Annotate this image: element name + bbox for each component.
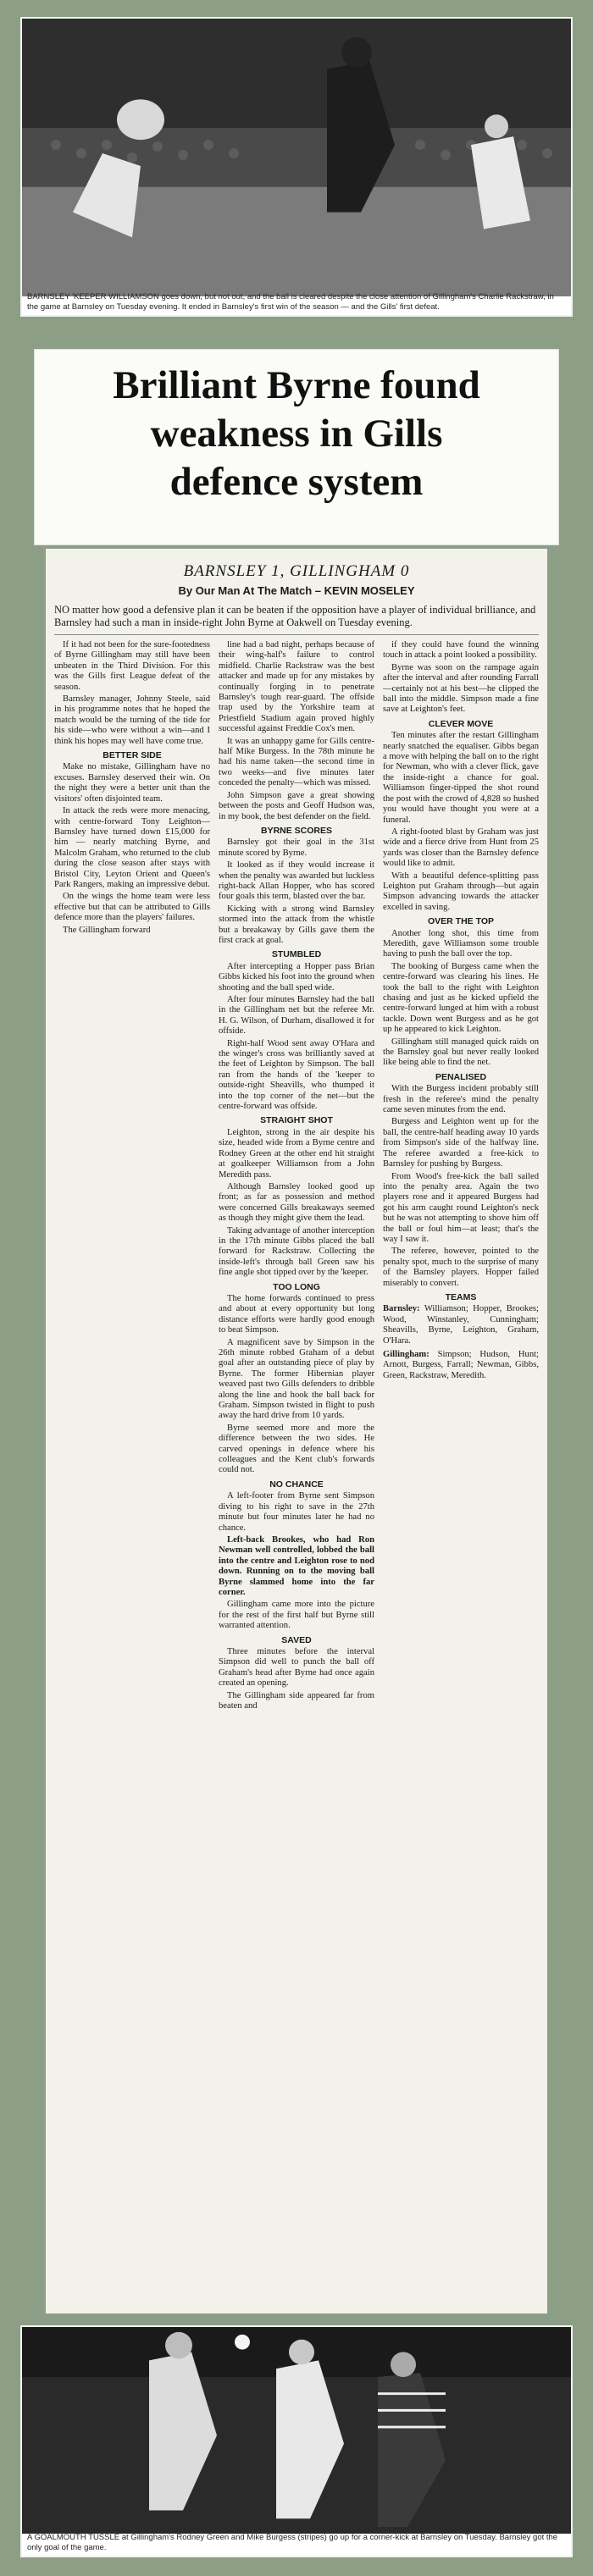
article-paragraph: Byrne seemed more and more the difference between the two sides. He carved openings in defence where his colleagues and the Kent club's forwards could not. [219, 1423, 374, 1475]
section-heading: CLEVER MOVE [428, 718, 494, 729]
section-heading: BYRNE SCORES [260, 825, 332, 836]
article-column-1 [54, 640, 210, 1713]
article-paragraph: The referee, however, pointed to the penalty spot, much to the surprise of many of the Barnsley players. Hopper failed miserably to convert. [383, 1247, 539, 1288]
article-paragraph: The Gillingham side appeared far from beaten and [219, 1690, 374, 1711]
article-paragraph: Taking advantage of another interception in the 17th minute Gibbs placed the ball forward for Rackstraw. Collecting the inside-left's through ball Green saw his fine angle shot tipped over by the 'keeper. [219, 1225, 374, 1278]
section-heading: OVER THE TOP [428, 916, 494, 927]
headline-line-3: defence system [169, 460, 424, 504]
team-name: Gillingham: [383, 1350, 430, 1359]
article-paragraph: Make no mistake, Gillingham have no excuses. Barnsley deserved their win. On the night they were a better unit than the visitors' often disjointed team. [54, 762, 210, 804]
article-paragraph: It was an unhappy game for Gills centre-half Mike Burgess. In the 78th minute he had his name taken—the second time in two weeks—and five minutes later conceded the penalty—which was missed. [219, 736, 374, 788]
article-paragraph: Another long shot, this time from Meredith, gave Williamson some trouble having to push the ball over the top. [383, 928, 539, 959]
article-paragraph: With a beautiful defence-splitting pass Leighton put Graham through—but again Simpson advancing towards the attacker excelled in saving. [383, 871, 539, 912]
section-heading: NO CHANCE [269, 1479, 324, 1490]
article-paragraph: if they could have found the winning touch in attack a point looked a possibility. [383, 640, 539, 661]
section-heading: STUMBLED [271, 949, 322, 960]
bottom-photo-caption: A GOALMOUTH TUSSLE at Gillingham's Rodney Green and Mike Burgess (stripes) go up for a corner-kick at Barnsley on Tuesday. Barnsley got the only goal of the game. [27, 2533, 558, 2552]
top-photo-image [22, 19, 571, 296]
section-heading: PENALISED [435, 1071, 487, 1082]
article-column-3 [383, 640, 539, 1713]
section-heading: STRAIGHT SHOT [260, 1115, 333, 1126]
headline-line-1: Brilliant Byrne found [113, 363, 480, 407]
section-heading: SAVED [281, 1634, 312, 1645]
article-paragraph: Ten minutes after the restart Gillingham nearly snatched the equaliser. Gibbs began a move with helping the ball on to the right for Newman, who with a clever flick, gave the inside-right a chance for goal. Williamson finger-tipped the shot round the post with the crowd of 4,828 so hushed you would have thought you were at a funeral. [383, 731, 539, 825]
article-paragraph: A magnificent save by Simpson in the 26th minute robbed Graham of a debut goal after an outstanding piece of play by Byrne. The former Hibernian player weaved past two Gills defenders to dribble along the line and hook the ball back for Graham. Simpson twisted in flight to push away the hard drive from 10 yards. [219, 1337, 374, 1421]
article [46, 549, 547, 2313]
bottom-photo-image [22, 2327, 571, 2534]
article-paragraph: From Wood's free-kick the ball sailed into the penalty area. Again the two players rose and it appeared Burgess had got his arm caught round Leighton's neck but he was not attempting to shove him off the ball or foul him—at least; that's the way I saw it. [383, 1171, 539, 1244]
article-paragraph: It looked as if they would increase it when the penalty was awarded but luckless right-back Allan Hopper, who has scored four goals this term, blasted over the bar. [219, 860, 374, 902]
article-paragraph: Three minutes before the interval Simpson did well to punch the ball off Graham's head after Byrne had once again created an opening. [219, 1646, 374, 1689]
article-paragraph: Right-half Wood sent away O'Hara and the winger's cross was brilliantly saved at the feet of Leighton by Simpson. The ball ran from the hands of the 'keeper to outside-right Sheavills, who thumped it into the top corner of the net—but the centre-forward was offside. [219, 1038, 374, 1112]
article-intro: NO matter how good a defensive plan it can be beaten if the opposition have a player of individual brilliance, and Barnsley had such a man in inside-right John Byrne at Oakwell on Tuesday evening. [54, 604, 536, 628]
article-paragraph: John Simpson gave a great showing between the posts and Geoff Hudson was, in my book, the best defender on the field. [219, 790, 374, 821]
headline [35, 362, 558, 506]
team-players: Simpson; Hudson, Hunt; Arnott, Burgess, Farrall; Newman, Gibbs, Green, Rackstraw, Meredith. [383, 1350, 539, 1380]
article-paragraph: The Gillingham forward [63, 925, 151, 935]
article-paragraph: Barnsley manager, Johnny Steele, said in his programme notes that he hoped the match would be the turning of the tide for his side—who were without a win—and I think his hopes may well have come true. [54, 694, 210, 746]
team-players: Williamson; Hopper, Brookes; Wood, Winstanley, Cunningham; Sheavills, Byrne, Leighton, Graham, O'Hara. [383, 1304, 539, 1346]
article-paragraph: line had a bad night, perhaps because of their wing-half's failure to control midfield. Charlie Rackstraw was the best attacker and made up for any mistakes by continually forging in to penetrate Barnsley's tough rear-guard. The offside trap used by the Yorkshire team at Priestfield Stadium again proved highly successful against Freddie Cox's men. [219, 640, 374, 734]
article-paragraph: Burgess and Leighton went up for the ball, the centre-half heading away 10 yards from Simpson's side of the halfway line. The referee awarded a free-kick to Barnsley for pushing by Burgess. [383, 1117, 539, 1169]
team-lineup [383, 1304, 539, 1346]
article-paragraph: Barnsley got their goal in the 31st minute scored by Byrne. [219, 837, 374, 858]
section-heading: TEAMS [445, 1291, 477, 1302]
article-paragraph: After four minutes Barnsley had the ball in the Gillingham net but the referee Mr. H. G. Wilson, of Durham, disallowed it for offside. [219, 995, 374, 1036]
top-photo-caption: BARNSLEY 'KEEPER WILLIAMSON goes down, but not out, and the ball is cleared despite the close attention of Gillingham's Charlie Rackstraw, in the game at Barnsley on Tuesday evening. It ended in Barnsley's first win of the season — and the Gills' first defeat. [27, 292, 554, 312]
article-paragraph: The home forwards continued to press and about at every opportunity but long distance efforts were hardly good enough to beat Simpson. [219, 1293, 374, 1335]
article-paragraph: Gillingham still managed quick raids on the Barnsley goal but never really looked like being able to find the net. [383, 1036, 539, 1068]
team-name: Barnsley: [383, 1304, 420, 1314]
article-paragraph: With the Burgess incident probably still fresh in the referee's mind the penalty came seven minutes from the end. [383, 1084, 539, 1115]
bottom-photo [20, 2325, 573, 2557]
article-paragraph: A left-footer from Byrne sent Simpson diving to his right to save in the 27th minute but four minutes later he had no chance. [219, 1491, 374, 1533]
article-paragraph: The booking of Burgess came when the centre-forward was clearing his lines. He took the ball to the right with Leighton chasing and just as he kicked upfield the centre-forward lunged at him with a robust tackle. Down went Burgess and as he got up he appeared to kick Leighton. [383, 961, 539, 1035]
byline: By Our Man At The Match – KEVIN MOSELEY [178, 584, 415, 597]
article-paragraph: If it had not been for the sure-footedness of Byrne Gillingham may still have been unbeaten in the Third Division. For this was the Gills first League defeat of the season. [54, 640, 210, 692]
section-heading: BETTER SIDE [103, 750, 162, 761]
article-paragraph-bold: Left-back Brookes, who had Ron Newman well controlled, lobbed the ball into the centre and Leighton rose to nod down. Running on to the moving ball Byrne slammed home into the far corner. [219, 1534, 374, 1597]
article-paragraph: Byrne was soon on the rampage again after the interval and after rounding Farrall—certainly not at his best—he clipped the ball into the middle. Simpson made a fine save at Leighton's feet. [383, 662, 539, 715]
team-lineup [383, 1350, 539, 1381]
article-paragraph: After intercepting a Hopper pass Brian Gibbs kicked his foot into the ground when shooting and the ball sped wide. [219, 961, 374, 992]
match-score: BARNSLEY 1, GILLINGHAM 0 [183, 562, 410, 580]
article-paragraph: Leighton, strong in the air despite his size, headed wide from a Byrne centre and Rodney Green at the other end hit straight at goalkeeper Williamson from a John Meredith pass. [219, 1127, 374, 1180]
article-paragraph: Gillingham came more into the picture for the rest of the first half but Byrne still warranted attention. [219, 1600, 374, 1631]
article-paragraph: On the wings the home team were less effective but that can be attributed to Gills defence more than the players' failures. [54, 892, 210, 923]
top-photo [20, 17, 573, 317]
article-columns [54, 640, 539, 1713]
article-paragraph: A right-footed blast by Graham was just wide and a fierce drive from Hunt from 25 yards was closer than the Barnsley defence would like to admit. [383, 826, 539, 869]
article-paragraph: Kicking with a strong wind Barnsley stormed into the attack from the whistle but a breakaway by Gills gave them the first crack at goal. [219, 904, 374, 945]
section-heading: TOO LONG [273, 1281, 320, 1292]
divider [54, 634, 539, 635]
headline-box [34, 349, 559, 545]
article-paragraph: In attack the reds were more menacing, with centre-forward Tony Leighton—Barnsley have turned down £15,000 for him — nearly matching Byrne, and Malcolm Graham, who returned to the club during the close season after stays with Bristol City, Leyton Orient and Queen's Park Rangers, making an impressive debut. [54, 806, 210, 889]
article-paragraph: Although Barnsley looked good up front; as far as possession and method were concerned Gills breakaways seemed as though they might give them the lead. [219, 1181, 374, 1224]
article-column-2 [219, 640, 374, 1713]
headline-line-2: weakness in Gills [150, 412, 443, 456]
